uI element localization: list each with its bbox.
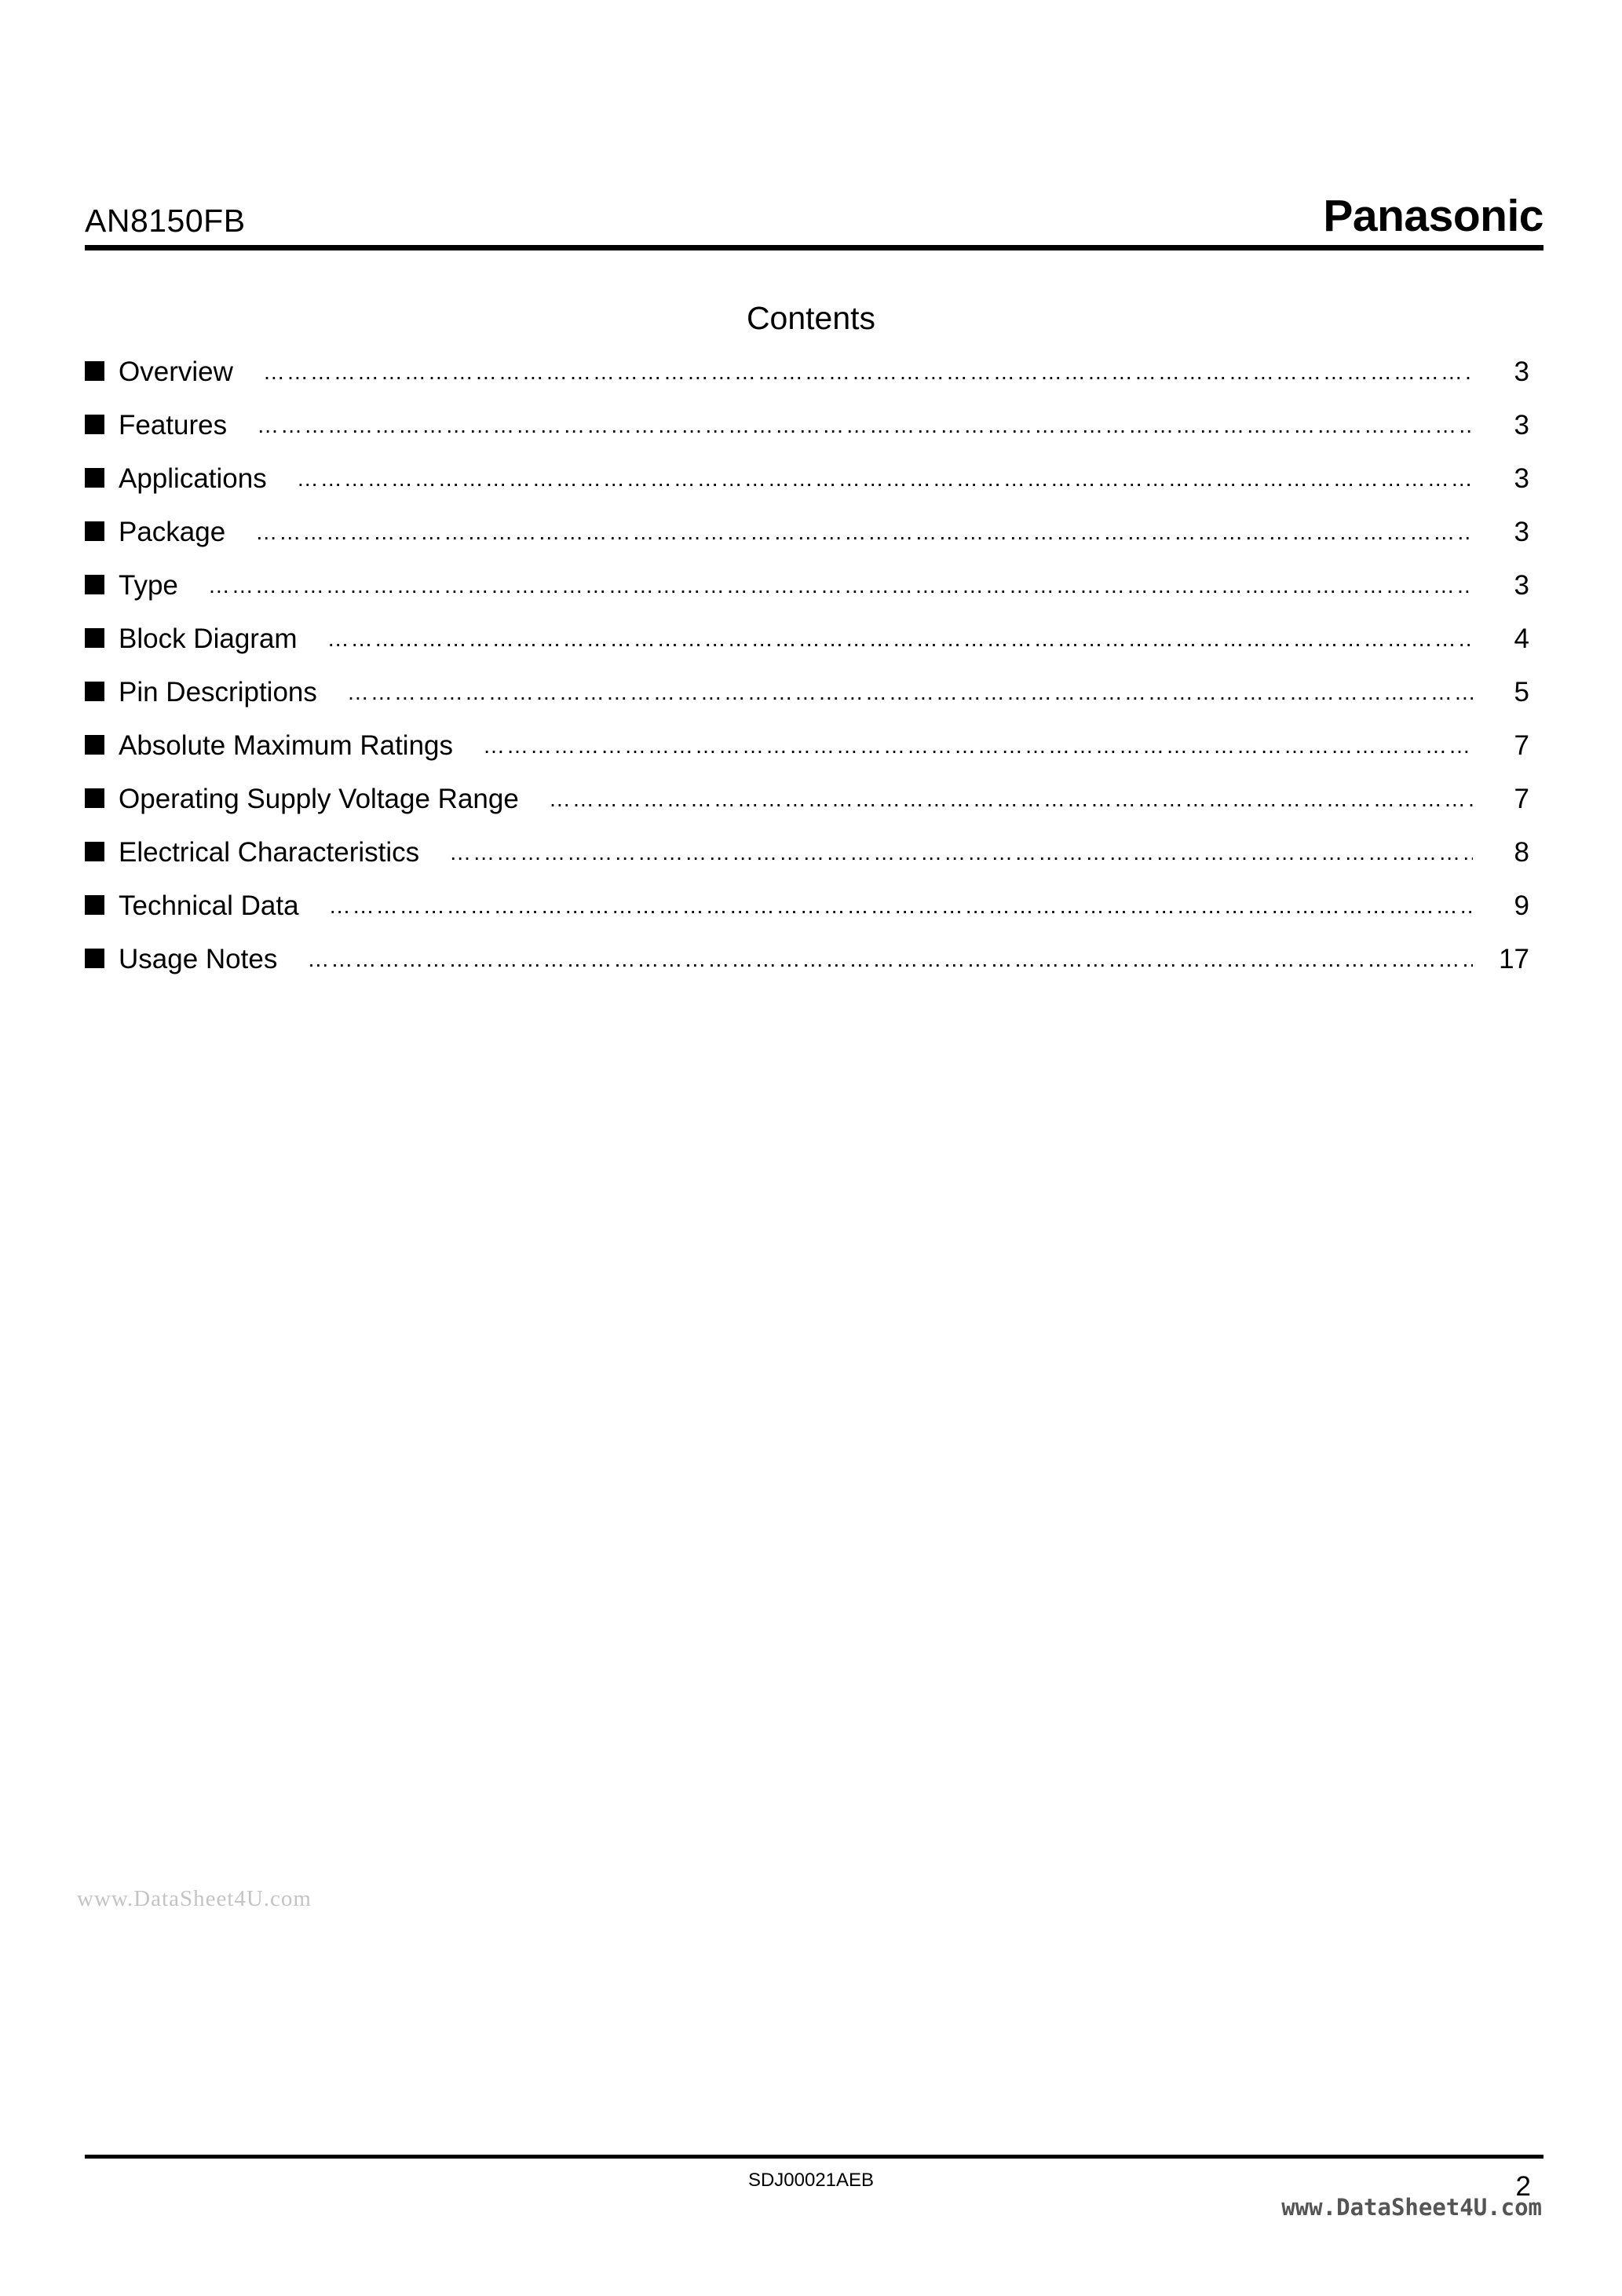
toc-entry-label: Usage Notes (119, 944, 278, 974)
page-number: 2 (1515, 2171, 1531, 2202)
square-bullet-icon (85, 521, 104, 541)
dot-leader (263, 353, 1473, 391)
toc-entry-usage-notes[interactable] (85, 941, 1529, 994)
part-number: AN8150FB (85, 203, 246, 239)
toc-entry-page: 8 (1514, 837, 1529, 868)
toc-entry-label: Overview (119, 356, 233, 387)
dot-leader (449, 834, 1473, 872)
footer-watermark-link[interactable]: www.DataSheet4U.com (1281, 2194, 1542, 2221)
square-bullet-icon (85, 895, 104, 915)
dot-leader (255, 514, 1473, 551)
toc-entry-page: 3 (1514, 463, 1529, 494)
toc-entry-features[interactable] (85, 407, 1529, 460)
footer-divider (85, 2155, 1543, 2159)
watermark-text: www.DataSheet4U.com (77, 1886, 312, 1911)
toc-entry-type[interactable] (85, 567, 1529, 620)
toc-entry-electrical-characteristics[interactable] (85, 834, 1529, 887)
toc-entry-block-diagram[interactable] (85, 620, 1529, 674)
dot-leader (483, 727, 1473, 765)
toc-entry-page: 3 (1514, 410, 1529, 441)
table-of-contents (85, 353, 1529, 994)
contents-title: Contents (746, 300, 876, 336)
header-divider (85, 245, 1543, 250)
document-code: SDJ00021AEB (747, 2170, 875, 2191)
dot-leader (549, 781, 1473, 818)
toc-entry-technical-data[interactable] (85, 887, 1529, 941)
square-bullet-icon (85, 361, 104, 381)
toc-entry-label: Type (119, 570, 178, 601)
panasonic-logo: Panasonic (1323, 191, 1543, 241)
toc-entry-page: 3 (1514, 517, 1529, 547)
toc-entry-overview[interactable] (85, 353, 1529, 407)
square-bullet-icon (85, 575, 104, 594)
toc-entry-applications[interactable] (85, 460, 1529, 514)
square-bullet-icon (85, 735, 104, 755)
toc-entry-page: 5 (1514, 677, 1529, 707)
toc-entry-label: Operating Supply Voltage Range (119, 784, 519, 814)
square-bullet-icon (85, 949, 104, 968)
dot-leader (257, 407, 1473, 444)
toc-entry-label: Features (119, 410, 228, 441)
square-bullet-icon (85, 788, 104, 808)
dot-leader (307, 941, 1473, 978)
square-bullet-icon (85, 468, 104, 488)
toc-entry-label: Applications (119, 463, 267, 494)
dot-leader (297, 460, 1473, 498)
toc-entry-pin-descriptions[interactable] (85, 674, 1529, 727)
toc-entry-page: 9 (1514, 890, 1529, 921)
toc-entry-page: 4 (1514, 623, 1529, 654)
dot-leader (208, 567, 1473, 605)
toc-entry-package[interactable] (85, 514, 1529, 567)
toc-entry-page: 3 (1514, 356, 1529, 387)
toc-entry-label: Package (119, 517, 226, 547)
toc-entry-page: 7 (1514, 784, 1529, 814)
square-bullet-icon (85, 628, 104, 648)
square-bullet-icon (85, 415, 104, 434)
toc-entry-operating-supply-voltage-range[interactable] (85, 781, 1529, 834)
dot-leader (347, 674, 1473, 711)
toc-entry-page: 7 (1514, 730, 1529, 761)
dot-leader (329, 887, 1473, 925)
toc-entry-absolute-maximum-ratings[interactable] (85, 727, 1529, 781)
square-bullet-icon (85, 682, 104, 701)
toc-entry-page: 17 (1499, 944, 1529, 974)
toc-entry-label: Pin Descriptions (119, 677, 317, 707)
toc-entry-label: Electrical Characteristics (119, 837, 420, 868)
toc-entry-label: Block Diagram (119, 623, 298, 654)
toc-entry-label: Technical Data (119, 890, 299, 921)
toc-entry-label: Absolute Maximum Ratings (119, 730, 453, 761)
dot-leader (327, 620, 1473, 658)
toc-entry-page: 3 (1514, 570, 1529, 601)
square-bullet-icon (85, 842, 104, 861)
